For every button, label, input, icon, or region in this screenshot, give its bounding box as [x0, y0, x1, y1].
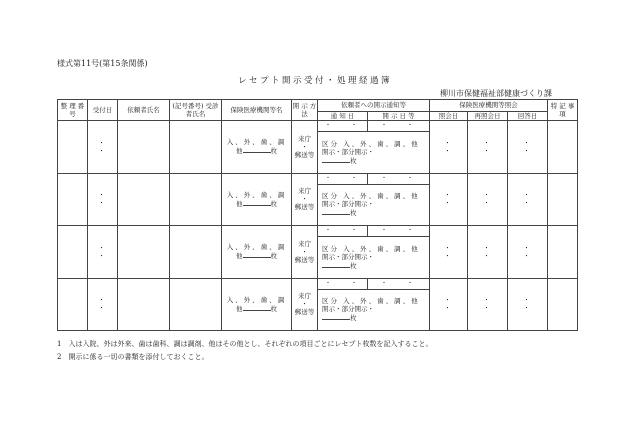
method-mail: 郵送等 — [294, 203, 315, 212]
footnote-1: 1 入は入院、外は外来、歯は歯科、調は調剤、他はその他とし、それぞれの項目ごとにレセプト枚数を記入すること。 — [57, 340, 433, 348]
count-blank — [322, 156, 350, 163]
header-reply-date: 回答日 — [508, 112, 548, 121]
partial-disclosure-line: 開示・部分開示・ — [322, 252, 374, 261]
method-separator: ・ — [301, 142, 308, 151]
remarks-cell[interactable] — [548, 173, 578, 225]
ledger-row — [58, 226, 578, 237]
count-unit: 枚 — [270, 147, 277, 156]
institution-cell[interactable] — [222, 226, 292, 278]
received-date-cell[interactable]: ・ ・ — [88, 121, 118, 173]
notice-date-cell[interactable]: ・ ・ — [318, 121, 368, 132]
remarks-cell[interactable] — [548, 226, 578, 278]
other-label: 他 — [236, 304, 243, 313]
receipt-other-count — [222, 251, 291, 260]
count-unit: 枚 — [350, 314, 357, 323]
inquiry-date-cell[interactable]: ・ ・ — [430, 121, 468, 173]
method-mail: 郵送等 — [294, 255, 315, 264]
requester-name-cell[interactable] — [118, 121, 170, 173]
requester-name-cell[interactable] — [118, 278, 170, 330]
partial-disclosure-line: 開示・部分開示・ — [322, 305, 374, 314]
category-line — [322, 297, 429, 305]
category-line — [322, 245, 429, 253]
notice-date-cell[interactable]: ・ ・ — [318, 173, 368, 184]
disclosure-method-cell[interactable] — [292, 173, 318, 225]
footnotes — [57, 338, 432, 364]
header-disclosure-date: 開 示 日 等 — [368, 112, 430, 121]
nondisclosure-line — [322, 208, 429, 217]
header-notice-date: 通 知 日 — [318, 112, 368, 121]
remarks-cell[interactable] — [548, 278, 578, 330]
notice-date-cell[interactable]: ・ ・ — [318, 226, 368, 237]
receipt-kinds-label: 入、外、歯、調 — [226, 190, 287, 199]
category-label: 区分 — [322, 244, 339, 253]
department-name: 柳川市保健福祉部健康づくり課 — [440, 89, 552, 98]
category-line — [322, 140, 429, 148]
patient-name-cell[interactable] — [170, 121, 222, 173]
patient-name-cell[interactable] — [170, 226, 222, 278]
partial-disclosure-line: 開示・部分開示・ — [322, 147, 374, 156]
category-kinds: 入、外、歯、調、他 — [343, 139, 420, 148]
header-reinquiry-date: 再照会日 — [468, 112, 508, 121]
header-inquiry-date: 照会日 — [430, 112, 468, 121]
reinquiry-date-cell[interactable]: ・ ・ — [468, 173, 508, 225]
category-label: 区分 — [322, 192, 339, 201]
inquiry-date-cell[interactable]: ・ ・ — [430, 173, 468, 225]
nondisclosure-line — [322, 313, 429, 322]
serial-number-cell[interactable] — [58, 226, 88, 278]
method-visit: 来庁 — [298, 134, 311, 143]
category-kinds: 入、外、歯、調、他 — [343, 244, 420, 253]
method-separator: ・ — [301, 300, 308, 309]
reinquiry-date-cell[interactable]: ・ ・ — [468, 121, 508, 173]
receipt-kinds-label: 入、外、歯、調 — [226, 138, 287, 147]
method-visit: 来庁 — [298, 187, 311, 196]
institution-cell[interactable] — [222, 173, 292, 225]
received-date-cell[interactable]: ・ ・ — [88, 226, 118, 278]
institution-cell[interactable] — [222, 121, 292, 173]
count-unit: 枚 — [270, 252, 277, 261]
disclosure-method-cell[interactable] — [292, 226, 318, 278]
form-number: 様式第11号(第15条関係) — [57, 59, 148, 68]
serial-number-cell[interactable] — [58, 121, 88, 173]
count-blank — [322, 261, 350, 268]
method-visit: 来庁 — [298, 292, 311, 301]
receipt-other-count — [222, 146, 291, 155]
receipt-kinds-label: 入、外、歯、調 — [226, 295, 287, 304]
notice-date-cell[interactable]: ・ ・ — [318, 278, 368, 289]
count-blank — [243, 251, 271, 258]
nondisclosure-line — [322, 156, 429, 165]
receipt-other-count — [222, 304, 291, 313]
footnote-2: 2 開示に係る一切の書類を添付しておくこと。 — [57, 353, 209, 361]
other-label: 他 — [236, 147, 243, 156]
header-notice-group: 依頼者への開示通知等 — [318, 100, 430, 112]
disclosure-date-cell[interactable]: ・ ・ — [368, 226, 430, 237]
count-unit: 枚 — [350, 209, 357, 218]
receipt-other-count — [222, 199, 291, 208]
ledger-row — [58, 173, 578, 184]
other-label: 他 — [236, 199, 243, 208]
category-label: 区分 — [322, 297, 339, 306]
disclosure-method-cell[interactable] — [292, 121, 318, 173]
count-blank — [322, 313, 350, 320]
received-date-cell[interactable]: ・ ・ — [88, 173, 118, 225]
disclosure-date-cell[interactable]: ・ ・ — [368, 121, 430, 132]
count-blank — [243, 304, 271, 311]
reply-date-cell[interactable]: ・ ・ — [508, 121, 548, 173]
reply-date-cell[interactable]: ・ ・ — [508, 226, 548, 278]
method-visit: 来庁 — [298, 239, 311, 248]
method-separator: ・ — [301, 195, 308, 204]
count-blank — [243, 146, 271, 153]
category-kinds: 入、外、歯、調、他 — [343, 192, 420, 201]
ledger-row — [58, 121, 578, 132]
reply-date-cell[interactable]: ・ ・ — [508, 278, 548, 330]
ledger-table — [57, 99, 578, 331]
reply-date-cell[interactable]: ・ ・ — [508, 173, 548, 225]
receipt-kinds-label: 入、外、歯、調 — [226, 243, 287, 252]
count-unit: 枚 — [270, 304, 277, 313]
method-separator: ・ — [301, 247, 308, 256]
category-label: 区分 — [322, 139, 339, 148]
header-inquiry-group: 保険医療機関等照会 — [430, 100, 548, 112]
disclosure-date-cell[interactable]: ・ ・ — [368, 173, 430, 184]
header-requester-name: 依頼者氏名 — [118, 100, 170, 121]
disclosure-detail-cell[interactable] — [318, 132, 430, 173]
inquiry-date-cell[interactable]: ・ ・ — [430, 226, 468, 278]
header-patient-name: (記号番号) 受診者氏名 — [170, 100, 222, 121]
remarks-cell[interactable] — [548, 121, 578, 173]
category-kinds: 入、外、歯、調、他 — [343, 297, 420, 306]
method-mail: 郵送等 — [294, 150, 315, 159]
reinquiry-date-cell[interactable]: ・ ・ — [468, 278, 508, 330]
received-date-cell[interactable]: ・ ・ — [88, 278, 118, 330]
serial-number-cell[interactable] — [58, 173, 88, 225]
count-blank — [322, 208, 350, 215]
count-unit: 枚 — [270, 199, 277, 208]
disclosure-date-cell[interactable]: ・ ・ — [368, 278, 430, 289]
disclosure-detail-cell[interactable] — [318, 289, 430, 330]
header-received-date: 受付日 — [88, 100, 118, 121]
disclosure-method-cell[interactable] — [292, 278, 318, 330]
count-unit: 枚 — [350, 261, 357, 270]
inquiry-date-cell[interactable]: ・ ・ — [430, 278, 468, 330]
document-title: レセプト開示受付・処理経過簿 — [237, 76, 392, 86]
patient-name-cell[interactable] — [170, 173, 222, 225]
ledger-row — [58, 278, 578, 289]
disclosure-detail-cell[interactable] — [318, 184, 430, 225]
requester-name-cell[interactable] — [118, 173, 170, 225]
method-mail: 郵送等 — [294, 308, 315, 317]
institution-cell[interactable] — [222, 278, 292, 330]
patient-name-cell[interactable] — [170, 278, 222, 330]
partial-disclosure-line: 開示・部分開示・ — [322, 200, 374, 209]
reinquiry-date-cell[interactable]: ・ ・ — [468, 226, 508, 278]
count-blank — [243, 199, 271, 206]
requester-name-cell[interactable] — [118, 226, 170, 278]
disclosure-detail-cell[interactable] — [318, 237, 430, 278]
header-remarks: 特 記 事 項 — [548, 100, 578, 121]
header-serial-number: 整 理 番 号 — [58, 100, 88, 121]
serial-number-cell[interactable] — [58, 278, 88, 330]
header-institution-name: 保険医療機関等名 — [222, 100, 292, 121]
other-label: 他 — [236, 252, 243, 261]
count-unit: 枚 — [350, 156, 357, 165]
nondisclosure-line — [322, 261, 429, 270]
header-disclosure-method: 開 示 方 法 — [292, 100, 318, 121]
